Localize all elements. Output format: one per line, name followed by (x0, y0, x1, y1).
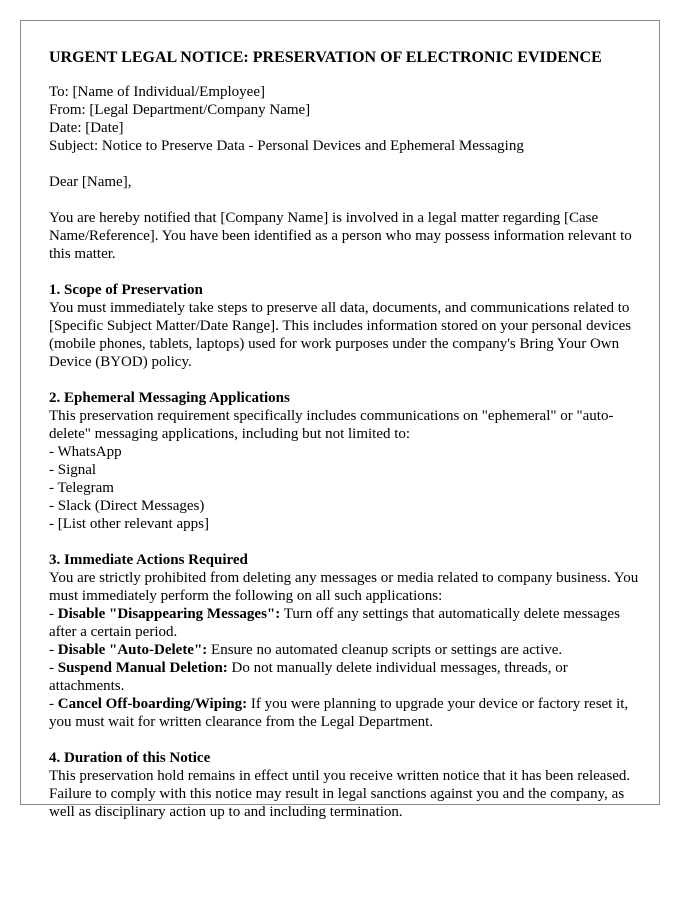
action-text: If you were planning to upgrade your device or factory reset it, you must wait for written clearance from the Legal Department. (49, 696, 629, 730)
action-text: Ensure no automated cleanup scripts or settings are active. (207, 642, 563, 658)
document-content (49, 49, 639, 821)
section-body: You are strictly prohibited from deleting any messages or media related to company business. You must immediately perform the following on all such applications: (49, 570, 639, 604)
memo-from: From: [Legal Department/Company Name] (49, 102, 311, 118)
memo-subject: Subject: Notice to Preserve Data - Personal Devices and Ephemeral Messaging (49, 138, 524, 154)
section-scope (49, 281, 639, 371)
list-item: - Signal (49, 462, 97, 478)
action-text: Do not manually delete individual messages, threads, or attachments. (49, 660, 568, 694)
salutation: Dear [Name], (49, 174, 132, 190)
action-label: Suspend Manual Deletion: (57, 660, 228, 676)
list-item (49, 659, 639, 695)
intro-paragraph: You are hereby notified that [Company Name] is involved in a legal matter regarding [Case Name/Reference]. You have been identified as a person who may possess information relevant to this matter. (49, 210, 632, 262)
section-body: This preservation requirement specifically includes communications on "ephemeral" or "auto-delete" messaging applications, including but not limited to: (49, 408, 614, 442)
list-prefix: - (49, 696, 58, 712)
section-actions (49, 551, 639, 731)
list-item: - [List other relevant apps] (49, 516, 209, 532)
document-page (20, 20, 660, 820)
action-text: Turn off any settings that automatically delete messages after a certain period. (49, 606, 620, 640)
section-ephemeral (49, 389, 639, 533)
memo-header (49, 83, 639, 155)
section-body: You must immediately take steps to preserve all data, documents, and communications related to [Specific Subject Matter/Date Range]. This includes information stored on your personal devices (mobile phones, tablets, laptops) used for work purposes under the company's Bring Your Own Device (BYOD) policy. (49, 300, 632, 370)
document-title: URGENT LEGAL NOTICE: PRESERVATION OF ELECTRONIC EVIDENCE (49, 49, 602, 66)
action-label: Disable "Disappearing Messages": (57, 606, 281, 622)
list-prefix: - (49, 642, 58, 658)
list-item: - Telegram (49, 480, 114, 496)
list-item: - Slack (Direct Messages) (49, 498, 205, 514)
list-item (49, 695, 639, 731)
action-label: Disable "Auto-Delete": (57, 642, 208, 658)
list-item (49, 641, 639, 659)
section-duration (49, 749, 639, 821)
section-heading: 1. Scope of Preservation (49, 282, 203, 298)
list-prefix: - (49, 606, 58, 622)
section-heading: 3. Immediate Actions Required (49, 552, 248, 568)
memo-to: To: [Name of Individual/Employee] (49, 84, 265, 100)
section-heading: 2. Ephemeral Messaging Applications (49, 390, 290, 406)
list-prefix: - (49, 660, 58, 676)
action-label: Cancel Off-boarding/Wiping: (57, 696, 248, 712)
memo-date: Date: [Date] (49, 120, 124, 136)
section-body: This preservation hold remains in effect until you receive written notice that it has been released. Failure to comply with this notice may result in legal sanctions against you and the company, as well as disciplinary action up to and including termination. (49, 768, 631, 820)
list-item (49, 605, 639, 641)
list-item: - WhatsApp (49, 444, 122, 460)
section-heading: 4. Duration of this Notice (49, 750, 211, 766)
